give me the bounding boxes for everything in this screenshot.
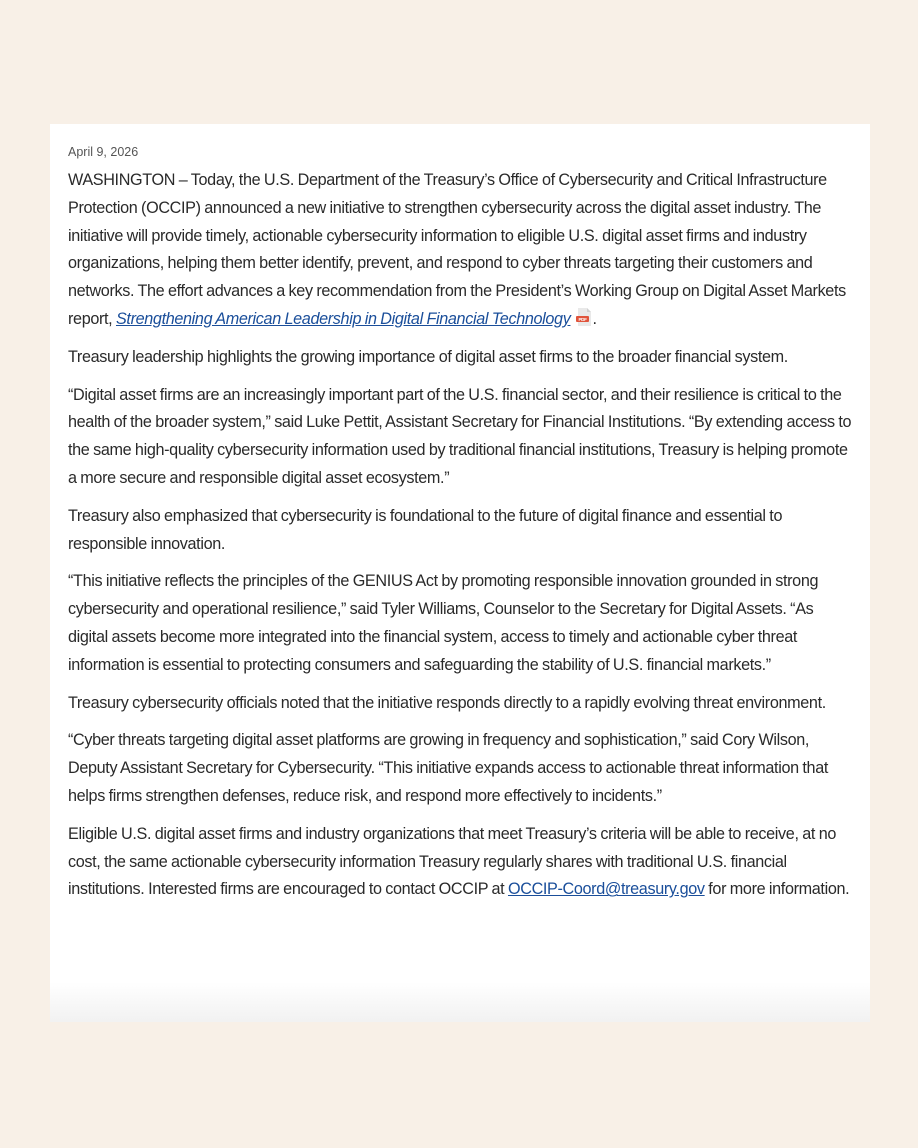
period: . bbox=[592, 309, 597, 328]
pdf-icon[interactable] bbox=[576, 308, 592, 326]
paragraph-leadership: Treasury leadership highlights the growing importance of digital asset firms to the broader financial system. bbox=[68, 347, 788, 366]
paragraph-eligibility bbox=[68, 821, 852, 904]
paragraph-eligibility-tail: for more information. bbox=[704, 880, 850, 899]
paragraph-eligibility-text: Eligible U.S. digital asset firms and industry organizations that meet Treasury’s criteria will be able to receive, at no cost, the same actionable cybersecurity information Treasury regularly shares with traditional U.S. financial institutions. Interested firms are encouraged to contact OCCIP at bbox=[68, 824, 837, 899]
quote-cory-wilson: “Cyber threats targeting digital asset platforms are growing in frequency and sophistication,” said Cory Wilson, Deputy Assistant Secretary for Cybersecurity. “This initiative expands access to actionable threat information that helps firms strengthen defenses, reduce risk, and respond more effectively to incidents.” bbox=[68, 731, 829, 805]
paragraph-threat-environment: Treasury cybersecurity officials noted that the initiative responds directly to a rapidly evolving threat environment. bbox=[68, 693, 826, 712]
report-link[interactable]: Strengthening American Leadership in Digital Financial Technology bbox=[115, 309, 571, 328]
svg-text:PDF: PDF bbox=[578, 316, 587, 322]
paragraph-foundational: Treasury also emphasized that cybersecurity is foundational to the future of digital finance and essential to responsible innovation. bbox=[68, 506, 783, 553]
paragraph-intro bbox=[68, 167, 852, 334]
paragraph-intro-text: WASHINGTON – Today, the U.S. Department of the Treasury’s Office of Cybersecurity and Critical Infrastructure Protection (OCCIP) announced a new initiative to strengthen cybersecurity across the digital asset industry. The initiative will provide timely, actionable cybersecurity information to eligible U.S. digital asset firms and industry organizations, helping them better identify, prevent, and respond to cyber threats targeting their customers and networks. The effort advances a key recommendation from the President’s Working Group on Digital Asset Markets report, bbox=[68, 171, 846, 328]
press-release-card bbox=[50, 124, 870, 1022]
email-link[interactable]: OCCIP-Coord@treasury.gov bbox=[507, 880, 705, 899]
quote-luke-pettit: “Digital asset firms are an increasingly important part of the U.S. financial sector, and their resilience is critical to the health of the broader system,” said Luke Pettit, Assistant Secretary for Financial Institutions. “By extending access to the same high-quality cybersecurity information used by traditional financial institutions, Treasury is helping promote a more secure and responsible digital asset ecosystem.” bbox=[68, 385, 852, 487]
publish-date: April 9, 2026 bbox=[68, 145, 139, 159]
quote-tyler-williams: “This initiative reflects the principles of the GENIUS Act by promoting responsible innovation grounded in strong cybersecurity and operational resilience,” said Tyler Williams, Counselor to the Secretary for Digital Assets. “As digital assets become more integrated into the financial system, access to timely and actionable cyber threat information is essential to protecting consumers and safeguarding the stability of U.S. financial markets.” bbox=[68, 572, 819, 674]
